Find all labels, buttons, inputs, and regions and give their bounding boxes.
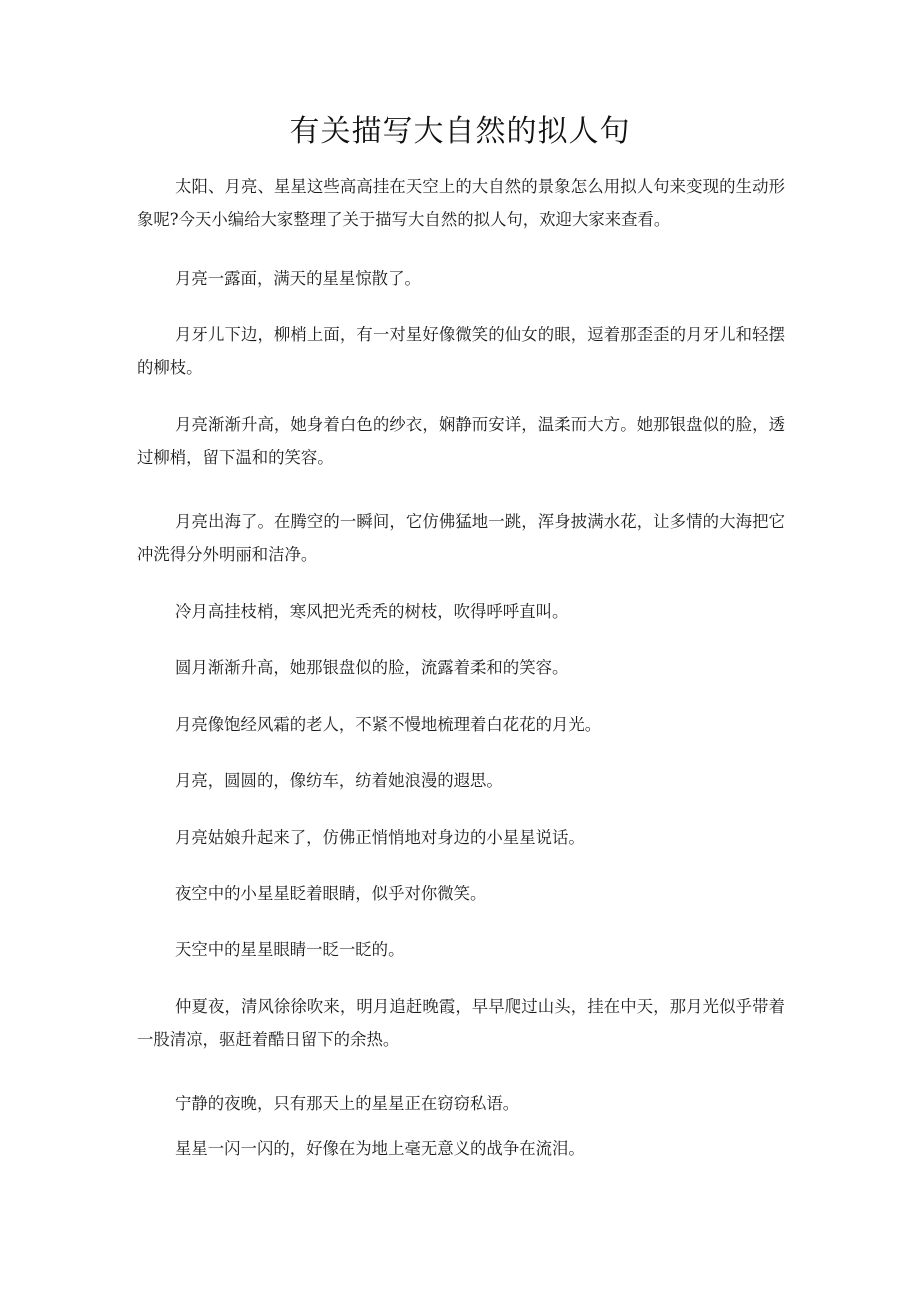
paragraph: 月牙儿下边，柳梢上面，有一对星好像微笑的仙女的眼，逗着那歪歪的月牙儿和轻摆的柳枝。 [137, 325, 785, 377]
paragraph: 月亮姑娘升起来了，仿佛正悄悄地对身边的小星星说话。 [175, 828, 585, 847]
paragraph: 月亮像饱经风霜的老人，不紧不慢地梳理着白花花的月光。 [175, 715, 602, 734]
paragraph-intro: 太阳、月亮、星星这些高高挂在天空上的大自然的景象怎么用拟人句来变现的生动形象呢?今天小编给大家整理了关于描写大自然的拟人句，欢迎大家来查看。 [137, 177, 785, 229]
paragraph: 圆月渐渐升高，她那银盘似的脸，流露着柔和的笑容。 [175, 658, 569, 677]
paragraph: 月亮，圆圆的，像纺车，纺着她浪漫的遐思。 [175, 771, 503, 790]
paragraph: 宁静的夜晚，只有那天上的星星正在窃窃私语。 [175, 1094, 520, 1113]
paragraph: 夜空中的小星星眨着眼睛，似乎对你微笑。 [175, 884, 487, 903]
paragraph: 冷月高挂枝梢，寒风把光秃秃的树枝，吹得呼呼直叫。 [175, 602, 569, 621]
paragraph: 天空中的星星眼睛一眨一眨的。 [175, 940, 405, 959]
paragraph: 月亮渐渐升高，她身着白色的纱衣，娴静而安详，温柔而大方。她那银盘似的脸，透过柳梢，留下温和的笑容。 [137, 415, 785, 467]
paragraph: 月亮出海了。在腾空的一瞬间，它仿佛猛地一跳，浑身披满水花，让多情的大海把它冲洗得分外明丽和洁净。 [137, 512, 785, 564]
document-title: 有关描写大自然的拟人句 [289, 114, 631, 149]
paragraph: 月亮一露面，满天的星星惊散了。 [175, 269, 421, 288]
paragraph: 星星一闪一闪的，好像在为地上毫无意义的战争在流泪。 [175, 1139, 585, 1158]
paragraph: 仲夏夜，清风徐徐吹来，明月追赶晚霞，早早爬过山头，挂在中天，那月光似乎带着一股清凉，驱赶着酷日留下的余热。 [137, 997, 785, 1049]
